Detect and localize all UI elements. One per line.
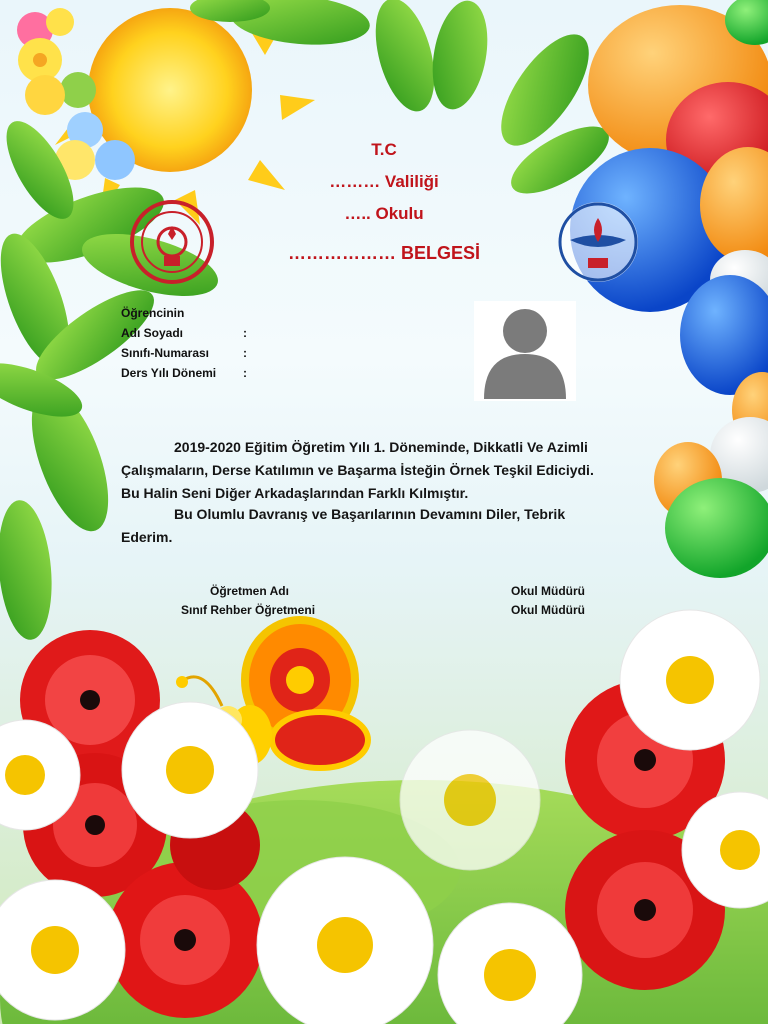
principal-title-label: Okul Müdürü <box>511 603 585 617</box>
term-colon: : <box>243 366 247 380</box>
teacher-title-label: Sınıf Rehber Öğretmeni <box>181 603 316 617</box>
body-line-5: Ederim. <box>121 529 173 545</box>
body-line-1: 2019-2020 Eğitim Öğretim Yılı 1. Döneminde, Dikkatli Ve Azimli <box>174 439 588 455</box>
term-label: Ders Yılı Dönemi <box>121 366 217 380</box>
school-title: ….. Okulu <box>344 204 424 223</box>
principal-name-label: Okul Müdürü <box>511 584 585 598</box>
class-number-label: Sınıfı-Numarası <box>121 346 210 360</box>
body-line-2: Çalışmaların, Derse Katılımın ve Başarma İsteğin Örnek Teşkil Ediciydi. <box>121 462 594 478</box>
student-photo-placeholder[interactable] <box>474 301 576 401</box>
school-emblem-right <box>558 202 638 282</box>
country-title: T.C <box>371 140 397 159</box>
name-label: Adı Soyadı <box>121 326 184 340</box>
body-line-3: Bu Halin Seni Diğer Arkadaşlarından Farklı Kılmıştır. <box>121 485 469 501</box>
class-number-colon: : <box>243 346 247 360</box>
person-placeholder-icon <box>474 301 576 401</box>
certificate-title: ……………… BELGESİ <box>287 243 480 263</box>
body-line-4: Bu Olumlu Davranış ve Başarılarının Devamını Diler, Tebrik <box>174 506 566 522</box>
governorship-title: ……… Valiliği <box>329 172 439 191</box>
student-heading: Öğrencinin <box>121 306 185 320</box>
teacher-name-label: Öğretmen Adı <box>210 584 289 598</box>
name-colon: : <box>243 326 247 340</box>
